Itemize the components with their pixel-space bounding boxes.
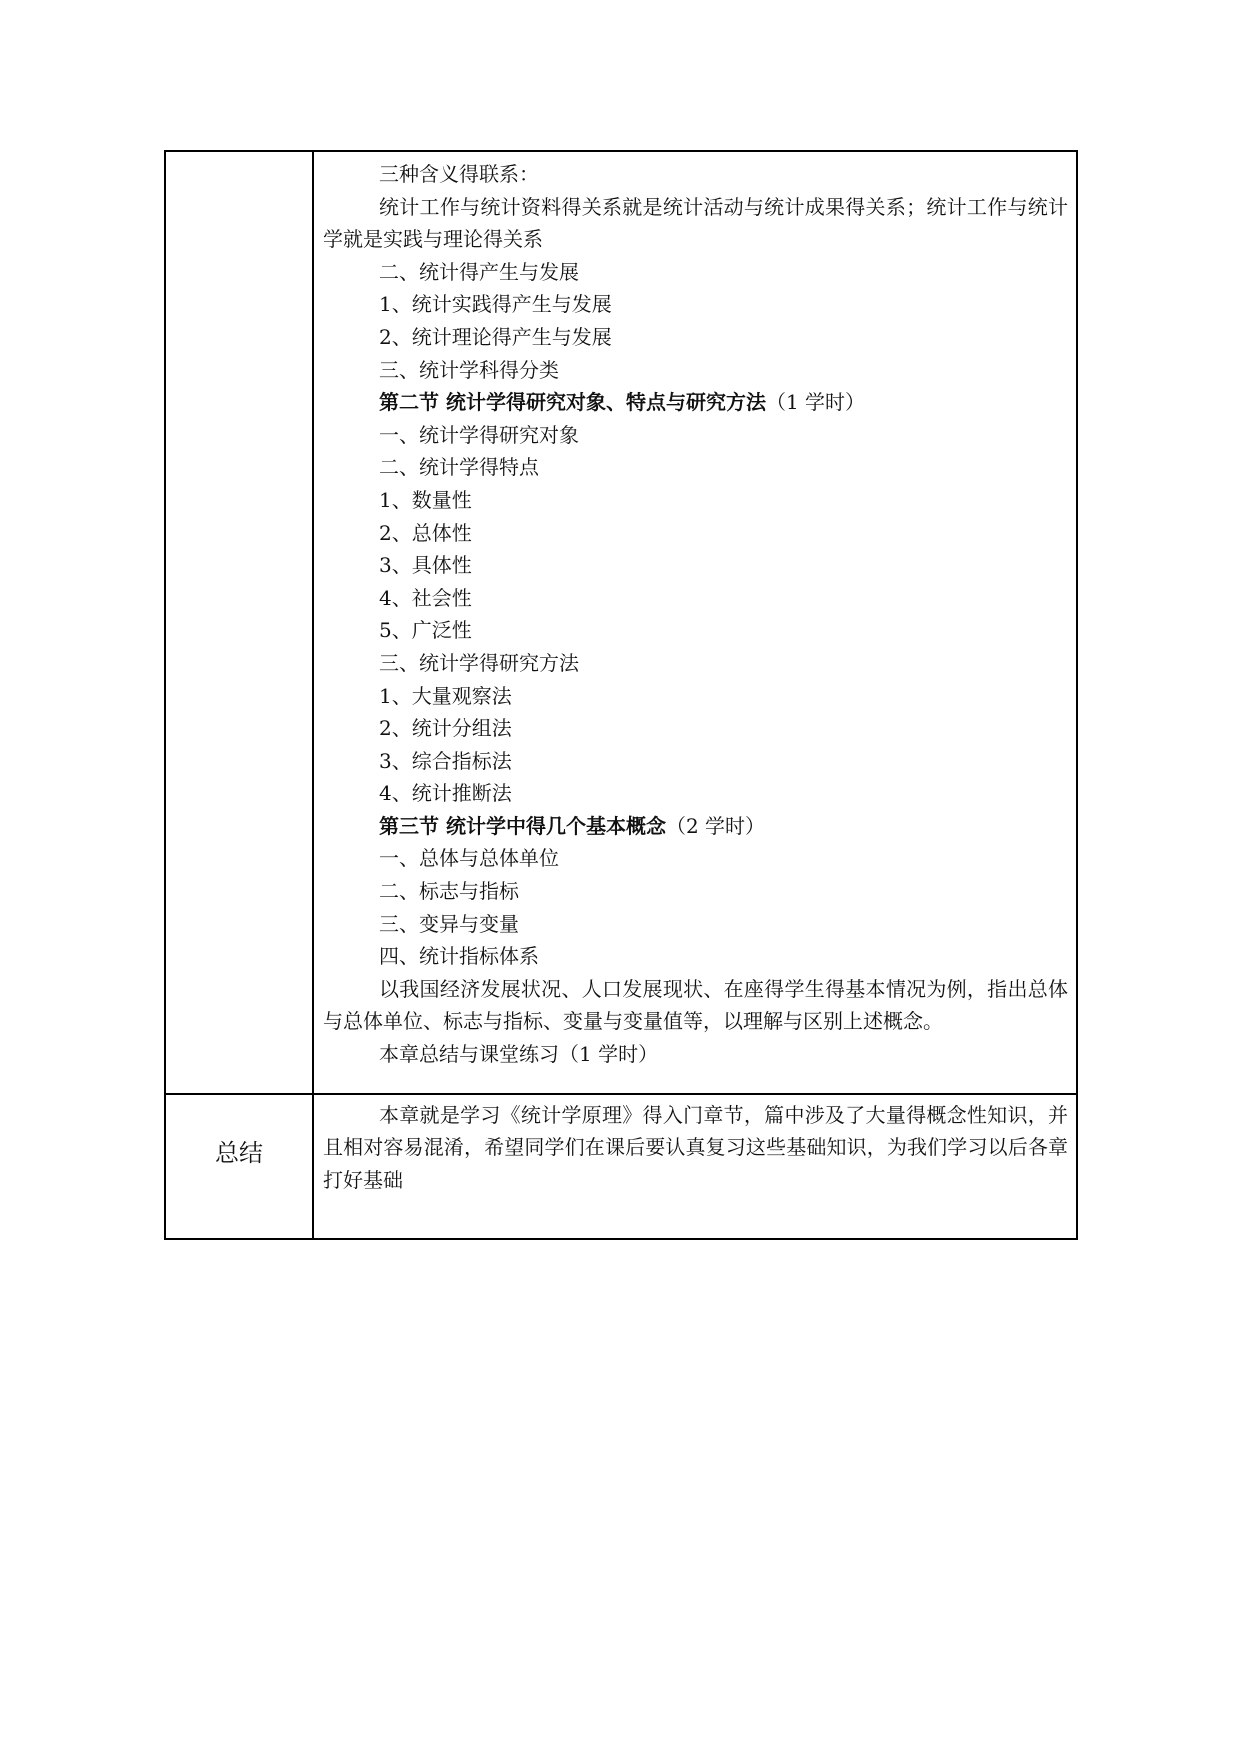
section-title: 第二节 统计学得研究对象、特点与研究方法 bbox=[379, 390, 766, 415]
section-hours: （2 学时） bbox=[665, 813, 766, 838]
section-hours: （1 学时） bbox=[765, 390, 866, 415]
list-item: 5、广泛性 bbox=[379, 618, 472, 643]
list-item: 1、数量性 bbox=[379, 487, 472, 512]
para-label: 三种含义得联系： bbox=[379, 162, 539, 186]
list-item: 2、总体性 bbox=[379, 520, 472, 545]
list-item: 三、统计学科得分类 bbox=[379, 357, 559, 382]
summary-cell bbox=[313, 1094, 1077, 1239]
list-item: 2、统计分组法 bbox=[379, 716, 512, 741]
list-item: 三、变异与变量 bbox=[379, 911, 519, 936]
summary-label: 总结 bbox=[165, 1094, 313, 1239]
list-item: 4、社会性 bbox=[379, 585, 472, 610]
section-heading bbox=[323, 810, 1068, 843]
list-item: 一、统计学得研究对象 bbox=[379, 422, 579, 447]
list-item: 3、综合指标法 bbox=[379, 748, 512, 773]
section-heading bbox=[323, 386, 1068, 419]
content-cell bbox=[313, 151, 1077, 1094]
chapter-summary-item: 本章总结与课堂练习（1 学时） bbox=[379, 1042, 659, 1067]
list-item: 一、总体与总体单位 bbox=[379, 846, 559, 871]
summary-row bbox=[165, 1094, 1077, 1239]
content-row bbox=[165, 151, 1077, 1094]
list-item: 二、标志与指标 bbox=[379, 879, 519, 904]
relationship-paragraph: 统计工作与统计资料得关系就是统计活动与统计成果得关系；统计工作与统计学就是实践与理论得关系 bbox=[323, 194, 1068, 252]
list-item: 四、统计指标体系 bbox=[379, 944, 539, 969]
list-item: 2、统计理论得产生与发展 bbox=[379, 324, 612, 349]
list-item: 三、统计学得研究方法 bbox=[379, 650, 579, 675]
list-item: 1、统计实践得产生与发展 bbox=[379, 292, 612, 317]
summary-paragraph: 本章就是学习《统计学原理》得入门章节，篇中涉及了大量得概念性知识，并且相对容易混淆，希望同学们在课后要认真复习这些基础知识，为我们学习以后各章打好基础 bbox=[323, 1102, 1068, 1192]
content-label-cell bbox=[165, 151, 313, 1094]
list-item: 1、大量观察法 bbox=[379, 683, 512, 708]
lesson-plan-table bbox=[164, 150, 1078, 1240]
list-item: 二、统计得产生与发展 bbox=[379, 259, 579, 284]
list-item: 4、统计推断法 bbox=[379, 781, 512, 806]
example-paragraph: 以我国经济发展状况、人口发展现状、在座得学生得基本情况为例，指出总体与总体单位、标志与指标、变量与变量值等，以理解与区别上述概念。 bbox=[323, 976, 1068, 1034]
list-item: 二、统计学得特点 bbox=[379, 455, 539, 480]
list-item: 3、具体性 bbox=[379, 553, 472, 578]
section-title: 第三节 统计学中得几个基本概念 bbox=[379, 813, 666, 838]
